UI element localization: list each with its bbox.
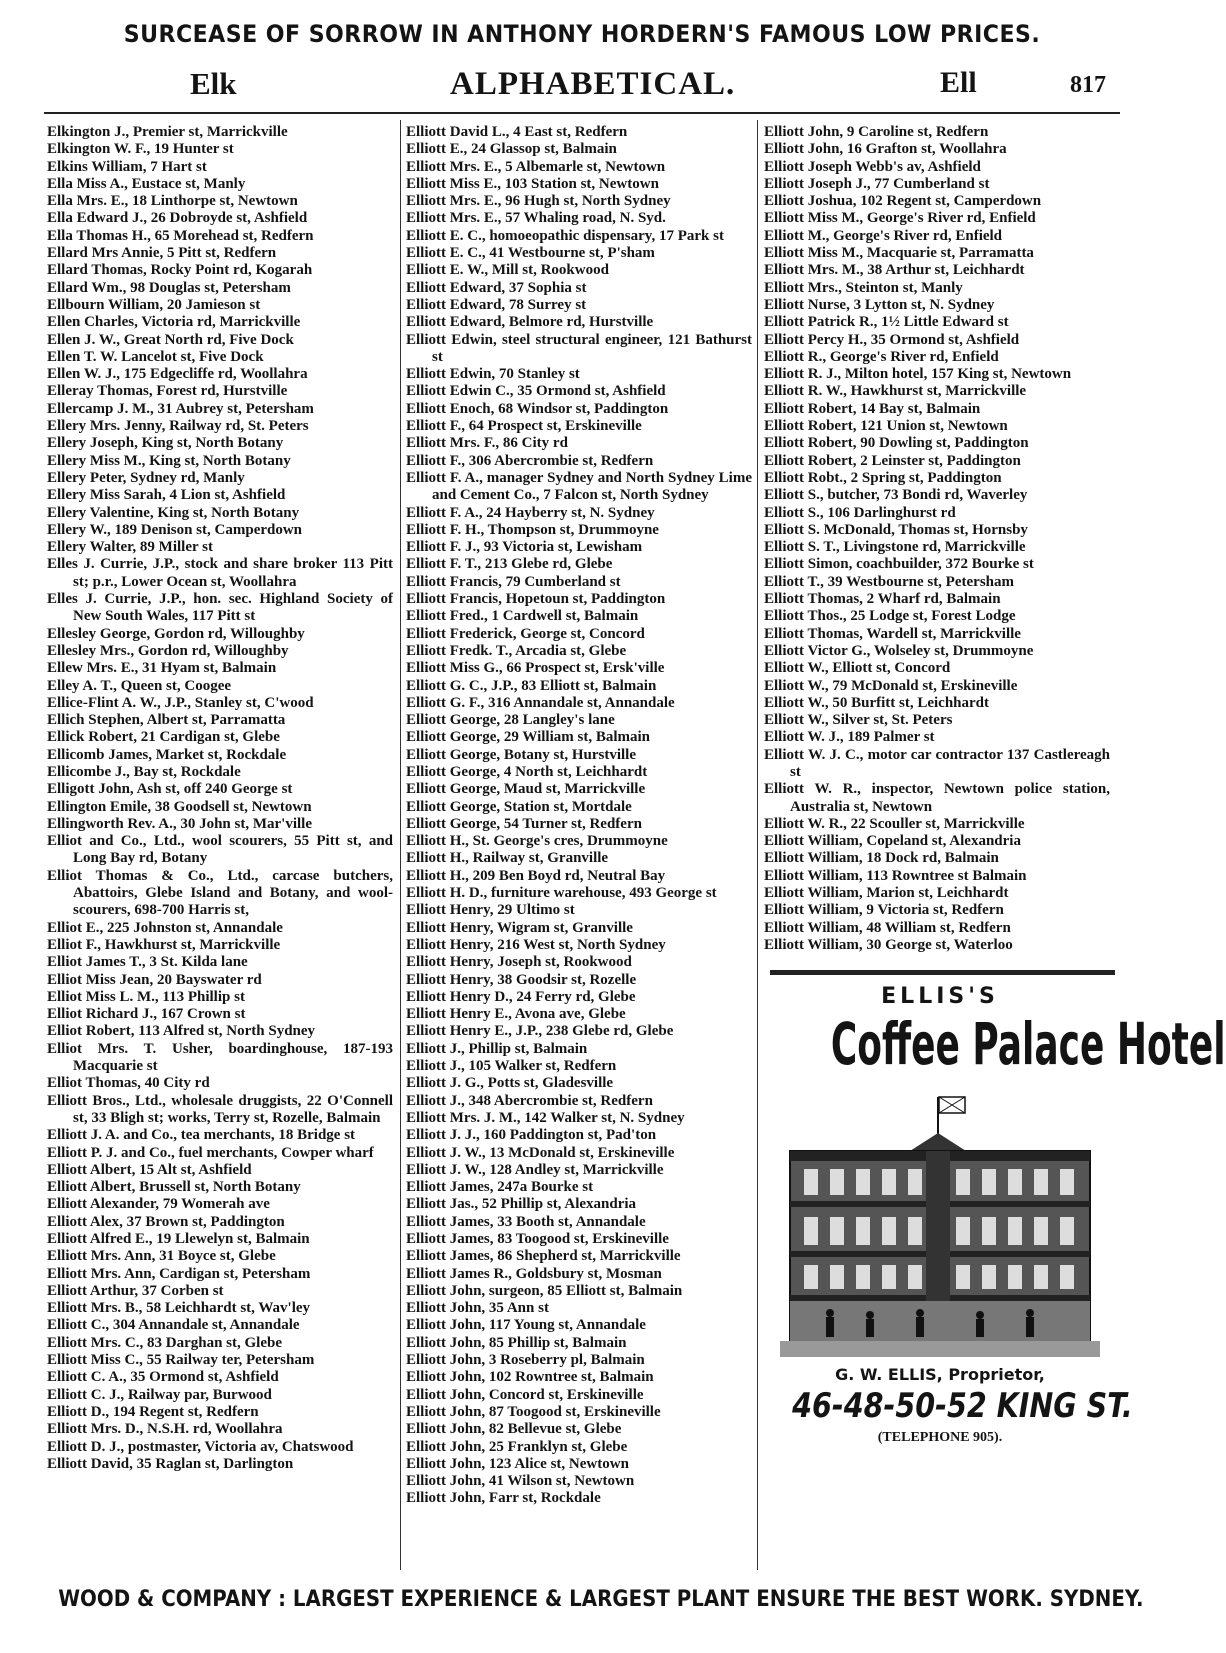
directory-entry: Elliott John, surgeon, 85 Elliott st, Balmain — [406, 1282, 683, 1299]
directory-entry: Elliott J., Phillip st, Balmain — [406, 1040, 588, 1057]
directory-entry: Elliott J. W., 13 McDonald st, Erskineville — [406, 1144, 675, 1161]
directory-entry: Elliott John, 85 Phillip st, Balmain — [406, 1334, 627, 1351]
directory-entry: Elliott John, 87 Toogood st, Erskineville — [406, 1403, 661, 1420]
directory-entry: Ellingworth Rev. A., 30 John st, Mar'ville — [47, 815, 313, 832]
directory-entry: Elliott James R., Goldsbury st, Mosman — [406, 1265, 662, 1282]
directory-entry: Elliott Mrs. M., 38 Arthur st, Leichhardt — [764, 262, 1025, 279]
directory-entry: Elliott S. McDonald, Thomas st, Hornsby — [764, 521, 1028, 538]
directory-entry: Ellery Peter, Sydney rd, Manly — [47, 469, 245, 486]
directory-entry: Elles J. Currie, J.P., stock and share broker 113 Pitt st; p.r., Lower Ocean st, Woollahra — [47, 556, 393, 590]
directory-entry: Elliott William, 30 George st, Waterloo — [764, 936, 1013, 953]
directory-entry: Elliott John, 123 Alice st, Newtown — [406, 1455, 629, 1472]
directory-entry: Elliott Henry D., 24 Ferry rd, Glebe — [406, 988, 636, 1005]
directory-entry: Elliott John, 35 Ann st — [406, 1300, 549, 1317]
directory-entry: Elliott Victor G., Wolseley st, Drummoyne — [764, 642, 1034, 659]
advert-proprietor: G. W. ELLIS, Proprietor, — [835, 1365, 1045, 1384]
directory-entry: Elliot Robert, 113 Alfred st, North Sydney — [47, 1023, 316, 1040]
directory-entry: Elliott William, 9 Victoria st, Redfern — [764, 902, 1004, 919]
directory-entry: Elliott Edwin, steel structural engineer, 121 Bathurst st — [406, 331, 752, 365]
directory-entry: Elliott D. J., postmaster, Victoria av, Chatswood — [47, 1438, 354, 1455]
directory-entry: Elliott J. G., Potts st, Gladesville — [406, 1075, 614, 1092]
bottom-banner: WOOD & COMPANY : LARGEST EXPERIENCE & LARGEST PLANT ENSURE THE BEST WORK. SYDNEY. — [58, 1587, 1144, 1612]
directory-entry: Elliott Mrs. E., 5 Albemarle st, Newtown — [406, 158, 666, 175]
directory-entry: Elliott W. R., 22 Scouller st, Marrickville — [764, 815, 1025, 832]
directory-entry: Elliott E. C., 41 Westbourne st, P'sham — [406, 245, 655, 262]
directory-entry: Elliott David L., 4 East st, Redfern — [406, 124, 628, 140]
directory-entry: Ellesley George, Gordon rd, Willoughby — [47, 625, 305, 642]
directory-entry: Elliott Francis, 79 Cumberland st — [406, 573, 621, 590]
directory-entry: Elliot Miss Jean, 20 Bayswater rd — [47, 971, 262, 988]
column-divider — [757, 120, 758, 1570]
directory-entry: Elley A. T., Queen st, Coogee — [47, 677, 232, 694]
advert-rule — [770, 970, 1115, 975]
directory-entry: Elliott Thos., 25 Lodge st, Forest Lodge — [764, 608, 1016, 625]
directory-entry: Elliott F. A., manager Sydney and North Sydney Lime and Cement Co., 7 Falcon st, North Sydney — [406, 469, 752, 504]
directory-entry: Ella Edward J., 26 Dobroyde st, Ashfield — [47, 210, 308, 227]
directory-entry: Elkington W. F., 19 Hunter st — [47, 141, 234, 158]
directory-entry: Elliott Edward, 78 Surrey st — [406, 296, 587, 313]
directory-entry: Elliott John, 41 Wilson st, Newtown — [406, 1473, 635, 1490]
directory-entry: Elkington J., Premier st, Marrickville — [47, 124, 288, 140]
directory-entry: Elliott John, 25 Franklyn st, Glebe — [406, 1438, 628, 1455]
directory-entry: Elliott Henry, 38 Goodsir st, Rozelle — [406, 971, 637, 988]
advert-name: ELLIS'S — [881, 984, 999, 1009]
directory-entry: Ellery Joseph, King st, North Botany — [47, 435, 284, 452]
directory-entry: Elliott Fredk. T., Arcadia st, Glebe — [406, 642, 627, 659]
directory-entry: Elliott E. W., Mill st, Rookwood — [406, 262, 609, 279]
directory-entry: Elliott Simon, coachbuilder, 372 Bourke st — [764, 556, 1034, 573]
directory-entry: Elliott Robert, 90 Dowling st, Paddington — [764, 435, 1029, 452]
directory-entry: Elliott H., 209 Ben Boyd rd, Neutral Bay — [406, 867, 666, 884]
directory-entry: Elliott William, Copeland st, Alexandria — [764, 833, 1021, 850]
directory-entry: Elliott John, 9 Caroline st, Redfern — [764, 124, 989, 140]
directory-entry: Ellbourn William, 20 Jamieson st — [47, 296, 261, 313]
directory-entry: Elliott D., 194 Regent st, Redfern — [47, 1403, 259, 1420]
directory-entry: Elliott Henry, 29 Ultimo st — [406, 902, 575, 919]
directory-entry: Ellard Wm., 98 Douglas st, Petersham — [47, 279, 291, 296]
directory-entry: Elliott Miss G., 66 Prospect st, Ersk'ville — [406, 660, 665, 677]
directory-entry: Elliot Thomas, 40 City rd — [47, 1075, 210, 1092]
directory-entry: Elliott C., 304 Annandale st, Annandale — [47, 1317, 300, 1334]
section-title: ALPHABETICAL. — [450, 66, 736, 102]
directory-entry: Elliot and Co., Ltd., wool scourers, 55 Pitt st, and Long Bay rd, Botany — [47, 833, 393, 867]
directory-entry: Elliott Thomas, 2 Wharf rd, Balmain — [764, 591, 1001, 608]
directory-entry: Ellick Robert, 21 Cardigan st, Glebe — [47, 729, 280, 746]
directory-entry: Elliott Nurse, 3 Lytton st, N. Sydney — [764, 296, 995, 313]
directory-entry: Elliott S., 106 Darlinghurst rd — [764, 504, 956, 521]
directory-entry: Elliott John, 102 Rowntree st, Balmain — [406, 1369, 654, 1386]
directory-entry: Elliott E. C., homoeopathic dispensary, 17 Park st — [406, 227, 724, 244]
directory-entry: Elles J. Currie, J.P., hon. sec. Highland Society of New South Wales, 117 Pitt st — [47, 591, 393, 625]
column-divider — [400, 120, 401, 1570]
directory-entry: Elliott Mrs. E., 96 Hugh st, North Sydney — [406, 193, 671, 210]
directory-entry: Elliott Frederick, George st, Concord — [406, 625, 645, 642]
directory-entry: Elliott Miss C., 55 Railway ter, Petersham — [47, 1352, 315, 1369]
directory-entry: Elliott Miss M., Macquarie st, Parramatta — [764, 245, 1034, 262]
directory-entry: Ellen T. W. Lancelot st, Five Dock — [47, 348, 264, 365]
directory-entry: Elliott Robert, 2 Leinster st, Paddington — [764, 452, 1021, 469]
directory-entry: Elliott W., 79 McDonald st, Erskineville — [764, 677, 1018, 694]
directory-entry: Elliott Patrick R., 1½ Little Edward st — [764, 314, 1009, 331]
directory-entry: Elliott George, 28 Langley's lane — [406, 712, 615, 729]
advert-address: 46-48-50-52 KING ST. — [792, 1386, 1133, 1426]
right-guide-word: Ell — [940, 66, 977, 99]
directory-entry: Elliott John, Concord st, Erskineville — [406, 1386, 644, 1403]
directory-entry: Elliott Bros., Ltd., wholesale druggists, 22 O'Connell st, 33 Bligh st; works, Terry st, Rozelle, Balmain — [47, 1092, 393, 1126]
directory-entry: Elliot E., 225 Johnston st, Annandale — [47, 919, 283, 936]
directory-entry: Elliott Mrs. E., 57 Whaling road, N. Syd. — [406, 210, 666, 227]
hotel-advertisement — [764, 984, 1226, 1446]
directory-entry: Elliott G. C., J.P., 83 Elliott st, Balmain — [406, 677, 657, 694]
directory-entry: Elliott R. J., Milton hotel, 157 King st, Newtown — [764, 366, 1072, 383]
directory-entry: Elliott Edwin, 70 Stanley st — [406, 366, 580, 383]
directory-entry: Elliott William, Marion st, Leichhardt — [764, 885, 1009, 902]
directory-entry: Elliott P. J. and Co., fuel merchants, Cowper wharf — [47, 1144, 374, 1161]
top-banner: SURCEASE OF SORROW IN ANTHONY HORDERN'S FAMOUS LOW PRICES. — [123, 20, 1041, 48]
directory-entry: Elliott W. J. C., motor car contractor 137 Castlereagh st — [764, 746, 1110, 780]
directory-entry: Elliott R. W., Hawkhurst st, Marrickville — [764, 383, 1027, 400]
directory-entry: Elliott William, 113 Rowntree st Balmain — [764, 867, 1027, 884]
directory-entry: Ellicomb James, Market st, Rockdale — [47, 746, 287, 763]
directory-entry: Ellich Stephen, Albert st, Parramatta — [47, 712, 286, 729]
directory-entry: Elliott J. A. and Co., tea merchants, 18 Bridge st — [47, 1127, 356, 1144]
directory-entry: Elliott Robt., 2 Spring st, Paddington — [764, 469, 1002, 486]
directory-entry: Elliott J., 348 Abercrombie st, Redfern — [406, 1092, 653, 1109]
directory-entry: Elliott Mrs. B., 58 Leichhardt st, Wav'ley — [47, 1300, 311, 1317]
directory-entry: Elliott John, 16 Grafton st, Woollahra — [764, 141, 1007, 158]
directory-entry: Elliott William, 18 Dock rd, Balmain — [764, 850, 999, 867]
directory-entry: Elliott Mrs., Steinton st, Manly — [764, 279, 963, 296]
directory-entry: Ellery Mrs. Jenny, Railway rd, St. Peters — [47, 418, 309, 435]
directory-entry: Elliott Joseph Webb's av, Ashfield — [764, 158, 981, 175]
directory-entry: Ellington Emile, 38 Goodsell st, Newtown — [47, 798, 312, 815]
directory-entry: Ellercamp J. M., 31 Aubrey st, Petersham — [47, 400, 314, 417]
directory-entry: Elliott Henry E., Avona ave, Glebe — [406, 1006, 626, 1023]
directory-entry: Elliott James, 86 Shepherd st, Marrickville — [406, 1248, 681, 1265]
directory-entry: Elliott Mrs. Ann, Cardigan st, Petersham — [47, 1265, 311, 1282]
directory-entry: Elliott Henry E., J.P., 238 Glebe rd, Glebe — [406, 1023, 674, 1040]
directory-entry: Ellery Valentine, King st, North Botany — [47, 504, 300, 521]
directory-entry: Elliott W., 50 Burfitt st, Leichhardt — [764, 694, 990, 711]
directory-entry: Ellen W. J., 175 Edgecliffe rd, Woollahra — [47, 366, 308, 383]
directory-entry: Ella Mrs. E., 18 Linthorpe st, Newtown — [47, 193, 298, 210]
directory-entry: Elliott George, Station st, Mortdale — [406, 798, 632, 815]
directory-entry: Elliott T., 39 Westbourne st, Petersham — [764, 573, 1014, 590]
header-rule — [44, 112, 1120, 114]
directory-entry: Elliott F. J., 93 Victoria st, Lewisham — [406, 539, 643, 556]
directory-entry: Elliott Arthur, 37 Corben st — [47, 1282, 224, 1299]
directory-entry: Elliot Richard J., 167 Crown st — [47, 1006, 246, 1023]
directory-entry: Elliott George, 54 Turner st, Redfern — [406, 815, 642, 832]
directory-entry: Elliott E., 24 Glassop st, Balmain — [406, 141, 617, 158]
directory-entry: Elligott John, Ash st, off 240 George st — [47, 781, 293, 798]
directory-entry: Elliott J., 105 Walker st, Redfern — [406, 1058, 617, 1075]
directory-entry: Elliott H., St. George's cres, Drummoyne — [406, 833, 668, 850]
directory-entry: Elliott C. J., Railway par, Burwood — [47, 1386, 272, 1403]
directory-entry: Elliott Miss M., George's River rd, Enfield — [764, 210, 1036, 227]
directory-entry: Ellen Charles, Victoria rd, Marrickville — [47, 314, 301, 331]
directory-entry: Elkins William, 7 Hart st — [47, 158, 207, 175]
directory-entry: Elliott Mrs. J. M., 142 Walker st, N. Sydney — [406, 1109, 685, 1126]
directory-entry: Elliott W. R., inspector, Newtown police station, Australia st, Newtown — [764, 781, 1110, 815]
directory-entry: Elliott G. F., 316 Annandale st, Annandale — [406, 694, 675, 711]
directory-entry: Elliott William, 48 William st, Redfern — [764, 919, 1011, 936]
directory-entry: Elliott Alex, 37 Brown st, Paddington — [47, 1213, 285, 1230]
directory-entry: Elliott W., Silver st, St. Peters — [764, 712, 953, 729]
directory-entry: Elliott J. J., 160 Paddington st, Pad'ton — [406, 1127, 657, 1144]
directory-entry: Elliott George, 4 North st, Leichhardt — [406, 763, 648, 780]
directory-entry: Elliott Alfred E., 19 Llewelyn st, Balmain — [47, 1231, 310, 1247]
directory-entry: Elliott Jas., 52 Phillip st, Alexandria — [406, 1196, 637, 1213]
directory-entry: Ellery W., 189 Denison st, Camperdown — [47, 521, 303, 538]
directory-entry: Elliott John, 117 Young st, Annandale — [406, 1317, 646, 1334]
directory-entry: Elliott Enoch, 68 Windsor st, Paddington — [406, 400, 669, 417]
directory-entry: Elliott John, 82 Bellevue st, Glebe — [406, 1421, 622, 1438]
directory-entry: Elliott J. W., 128 Andley st, Marrickville — [406, 1161, 664, 1178]
advert-telephone: (TELEPHONE 905). — [877, 1430, 1003, 1445]
directory-entry: Elliott George, 29 William st, Balmain — [406, 729, 651, 746]
directory-entry: Elliott H. D., furniture warehouse, 493 George st — [406, 885, 717, 902]
directory-entry: Elliott F. A., 24 Hayberry st, N. Sydney — [406, 504, 655, 521]
hotel-building-illustration-icon — [770, 1089, 1110, 1359]
directory-entry: Elliott Thomas, Wardell st, Marrickville — [764, 625, 1021, 642]
directory-entry: Elliott H., Railway st, Granville — [406, 850, 609, 867]
directory-entry: Elliot Miss L. M., 113 Phillip st — [47, 988, 245, 1005]
directory-entry: Elliott Mrs. Ann, 31 Boyce st, Glebe — [47, 1248, 276, 1265]
directory-entry: Elliott David, 35 Raglan st, Darlington — [47, 1455, 294, 1472]
directory-entry: Elliott F., 64 Prospect st, Erskineville — [406, 418, 642, 435]
directory-entry: Ella Miss A., Eustace st, Manly — [47, 175, 246, 192]
directory-entry: Elliott Henry, 216 West st, North Sydney — [406, 936, 666, 953]
directory-entry: Elliott Mrs. C., 83 Darghan st, Glebe — [47, 1334, 282, 1351]
directory-entry: Elliott Francis, Hopetoun st, Paddington — [406, 591, 666, 608]
directory-entry: Elliott C. A., 35 Ormond st, Ashfield — [47, 1369, 279, 1386]
directory-entry: Ellery Walter, 89 Miller st — [47, 539, 213, 556]
directory-entry: Ellen J. W., Great North rd, Five Dock — [47, 331, 294, 348]
directory-entry: Elliott R., George's River rd, Enfield — [764, 348, 999, 365]
directory-entry: Elliott Mrs. D., N.S.H. rd, Woollahra — [47, 1421, 283, 1438]
directory-column-1 — [47, 124, 393, 1473]
directory-entry: Elliott Joseph J., 77 Cumberland st — [764, 175, 990, 192]
directory-entry: Elliott Albert, Brussell st, North Botany — [47, 1179, 301, 1196]
left-guide-word: Elk — [190, 66, 237, 101]
directory-entry: Ellesley Mrs., Gordon rd, Willoughby — [47, 642, 289, 659]
directory-entry: Elliott W. J., 189 Palmer st — [764, 729, 935, 746]
directory-entry: Ellice-Flint A. W., J.P., Stanley st, C'wood — [47, 694, 314, 711]
directory-entry: Elliott George, Botany st, Hurstville — [406, 746, 636, 763]
directory-entry: Ellery Miss Sarah, 4 Lion st, Ashfield — [47, 487, 286, 504]
directory-entry: Elleray Thomas, Forest rd, Hurstville — [47, 383, 288, 400]
directory-column-2 — [406, 124, 752, 1508]
directory-entry: Elliott F., 306 Abercrombie st, Redfern — [406, 452, 654, 469]
directory-entry: Elliott Edwin C., 35 Ormond st, Ashfield — [406, 383, 666, 400]
directory-entry: Elliott S., butcher, 73 Bondi rd, Waverley — [764, 487, 1028, 504]
directory-entry: Elliott M., George's River rd, Enfield — [764, 227, 1003, 244]
directory-entry: Elliott Henry, Wigram st, Granville — [406, 919, 633, 936]
directory-entry: Elliot F., Hawkhurst st, Marrickville — [47, 936, 281, 953]
advert-business: Coffee Palace Hotel — [830, 1010, 1226, 1078]
directory-entry: Elliott James, 33 Booth st, Annandale — [406, 1213, 646, 1230]
directory-entry: Ellery Miss M., King st, North Botany — [47, 452, 291, 469]
directory-entry: Elliott Henry, Joseph st, Rookwood — [406, 954, 632, 971]
directory-entry: Ellicombe J., Bay st, Rockdale — [47, 763, 241, 780]
directory-entry: Elliott Alexander, 79 Womerah ave — [47, 1196, 270, 1213]
directory-entry: Elliot Mrs. T. Usher, boardinghouse, 187-193 Macquarie st — [47, 1040, 393, 1075]
directory-entry: Elliott George, Maud st, Marrickville — [406, 781, 646, 798]
directory-entry: Elliott Robert, 121 Union st, Newtown — [764, 418, 1008, 435]
directory-entry: Elliott James, 83 Toogood st, Erskineville — [406, 1231, 669, 1247]
directory-entry: Elliot James T., 3 St. Kilda lane — [47, 954, 248, 971]
directory-entry: Ella Thomas H., 65 Morehead st, Redfern — [47, 227, 314, 244]
directory-entry: Elliott Edward, Belmore rd, Hurstville — [406, 314, 654, 331]
directory-entry: Elliott Miss E., 103 Station st, Newtown — [406, 175, 659, 192]
directory-entry: Elliott Edward, 37 Sophia st — [406, 279, 587, 296]
directory-entry: Elliott Fred., 1 Cardwell st, Balmain — [406, 608, 639, 625]
directory-entry: Elliott F. T., 213 Glebe rd, Glebe — [406, 556, 613, 573]
directory-entry: Ellew Mrs. E., 31 Hyam st, Balmain — [47, 660, 277, 677]
directory-entry: Elliott Albert, 15 Alt st, Ashfield — [47, 1161, 252, 1178]
directory-entry: Elliott W., Elliott st, Concord — [764, 660, 951, 677]
directory-entry: Elliot Thomas & Co., Ltd., carcase butchers, Abattoirs, Glebe Island and Botany, and wool-scourers, 698-700 Harris st, — [47, 867, 393, 919]
directory-entry: Elliott John, Farr st, Rockdale — [406, 1490, 601, 1507]
directory-entry: Elliott Percy H., 35 Ormond st, Ashfield — [764, 331, 1020, 348]
directory-entry: Elliott James, 247a Bourke st — [406, 1179, 594, 1196]
directory-entry: Ellard Thomas, Rocky Point rd, Kogarah — [47, 262, 313, 279]
directory-column-3 — [764, 124, 1110, 954]
page-number: 817 — [1070, 72, 1106, 98]
directory-entry: Elliott Mrs. F., 86 City rd — [406, 435, 568, 452]
directory-entry: Elliott F. H., Thompson st, Drummoyne — [406, 521, 659, 538]
directory-entry: Elliott Joshua, 102 Regent st, Camperdown — [764, 193, 1042, 210]
directory-entry: Ellard Mrs Annie, 5 Pitt st, Redfern — [47, 245, 277, 262]
directory-entry: Elliott S. T., Livingstone rd, Marrickville — [764, 539, 1026, 556]
directory-entry: Elliott Robert, 14 Bay st, Balmain — [764, 400, 981, 417]
directory-entry: Elliott John, 3 Roseberry pl, Balmain — [406, 1352, 645, 1369]
